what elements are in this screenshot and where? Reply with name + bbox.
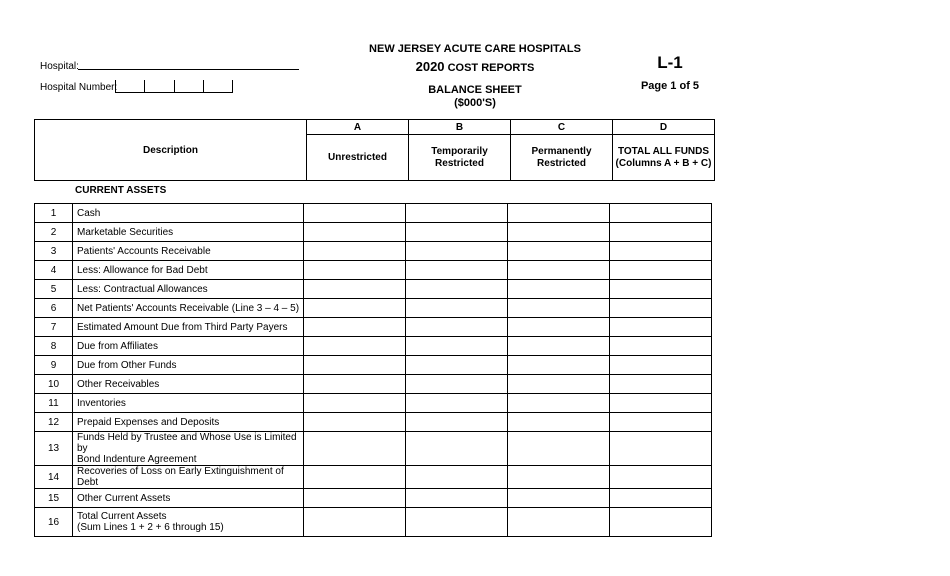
line-description-text: Cash [77, 207, 101, 219]
cell-column-b[interactable] [406, 337, 508, 356]
column-b-label-line2: Restricted [435, 157, 484, 169]
line-number: 15 [35, 489, 73, 508]
line-number: 9 [35, 356, 73, 375]
line-description [73, 466, 304, 489]
line-description [73, 413, 304, 432]
cell-column-d[interactable] [610, 204, 712, 223]
line-description [73, 432, 304, 466]
line-number: 10 [35, 375, 73, 394]
line-description [73, 242, 304, 261]
line-description-text: Estimated Amount Due from Third Party Payers [77, 321, 288, 333]
cell-column-b[interactable] [406, 413, 508, 432]
cell-column-b[interactable] [406, 375, 508, 394]
column-c-label [511, 135, 613, 181]
hospital-name-label: Hospital: [40, 61, 79, 72]
report-title-text: COST REPORTS [447, 62, 535, 74]
cell-column-d[interactable] [610, 223, 712, 242]
cell-column-c[interactable] [508, 280, 610, 299]
line-number: 1 [35, 204, 73, 223]
table-row [35, 223, 712, 242]
cell-column-b[interactable] [406, 223, 508, 242]
column-d-label-line1: TOTAL ALL FUNDS [617, 145, 710, 157]
cell-column-a[interactable] [304, 508, 406, 537]
table-row [35, 489, 712, 508]
cell-column-a[interactable] [304, 375, 406, 394]
cell-column-a[interactable] [304, 489, 406, 508]
hospital-number-digit[interactable] [203, 80, 233, 92]
line-description-text: Due from Affiliates [77, 340, 158, 352]
cell-column-a[interactable] [304, 394, 406, 413]
line-description [73, 375, 304, 394]
hospital-number-digit[interactable] [144, 80, 173, 92]
cell-column-b[interactable] [406, 318, 508, 337]
line-description [73, 261, 304, 280]
line-number: 12 [35, 413, 73, 432]
hospital-number-field[interactable] [115, 80, 233, 93]
table-row [35, 375, 712, 394]
line-description-text: Less: Allowance for Bad Debt [77, 264, 208, 276]
page-number: Page 1 of 5 [640, 80, 700, 92]
form-code: L-1 [657, 53, 683, 72]
cell-column-c[interactable] [508, 204, 610, 223]
cell-column-d[interactable] [610, 356, 712, 375]
cell-column-b[interactable] [406, 242, 508, 261]
column-d-label-line2: (Columns A + B + C) [615, 157, 712, 169]
cell-column-a[interactable] [304, 242, 406, 261]
line-description [73, 356, 304, 375]
table-row [35, 413, 712, 432]
org-title: NEW JERSEY ACUTE CARE HOSPITALS [369, 43, 581, 55]
cell-column-d[interactable] [610, 242, 712, 261]
table-row [35, 508, 712, 537]
cell-column-c[interactable] [508, 432, 610, 466]
line-number: 8 [35, 337, 73, 356]
line-description [73, 394, 304, 413]
line-description-text-2: Bond Indenture Agreement [77, 454, 197, 465]
cell-column-b[interactable] [406, 204, 508, 223]
table-row [35, 337, 712, 356]
cell-column-a[interactable] [304, 356, 406, 375]
column-a-letter: A [307, 120, 409, 135]
table-row [35, 394, 712, 413]
sheet-units: ($000'S) [454, 97, 496, 109]
cell-column-a[interactable] [304, 466, 406, 489]
cell-column-d[interactable] [610, 280, 712, 299]
line-number: 4 [35, 261, 73, 280]
table-row [35, 318, 712, 337]
column-b-label [409, 135, 511, 181]
line-description [73, 337, 304, 356]
line-number: 13 [35, 432, 73, 466]
line-description [73, 223, 304, 242]
column-d-letter: D [613, 120, 715, 135]
cell-column-c[interactable] [508, 466, 610, 489]
cell-column-b[interactable] [406, 280, 508, 299]
cell-column-b[interactable] [406, 432, 508, 466]
cell-column-d[interactable] [610, 337, 712, 356]
line-description-text: Patients' Accounts Receivable [77, 245, 211, 257]
cell-column-b[interactable] [406, 466, 508, 489]
line-description-text: Marketable Securities [77, 226, 174, 238]
cell-column-c[interactable] [508, 223, 610, 242]
column-c-label-line2: Restricted [537, 157, 586, 169]
cell-column-d[interactable] [610, 375, 712, 394]
cell-column-d[interactable] [610, 413, 712, 432]
cell-column-b[interactable] [406, 394, 508, 413]
table-row [35, 204, 712, 223]
cell-column-b[interactable] [406, 356, 508, 375]
cell-column-b[interactable] [406, 489, 508, 508]
cell-column-c[interactable] [508, 489, 610, 508]
hospital-number-label: Hospital Number: [40, 82, 118, 93]
line-description-text: Other Current Assets [77, 492, 171, 504]
line-description-text: Total Current Assets [77, 511, 167, 522]
column-header-table [34, 119, 715, 181]
line-number: 3 [35, 242, 73, 261]
column-c-letter: C [511, 120, 613, 135]
line-description [73, 318, 304, 337]
cell-column-a[interactable] [304, 432, 406, 466]
cell-column-a[interactable] [304, 204, 406, 223]
table-row [35, 242, 712, 261]
line-description-text: Prepaid Expenses and Deposits [77, 416, 220, 428]
cell-column-c[interactable] [508, 413, 610, 432]
cell-column-a[interactable] [304, 223, 406, 242]
hospital-number-digit[interactable] [174, 80, 203, 92]
cell-column-a[interactable] [304, 318, 406, 337]
sheet-title-block [400, 84, 550, 110]
cell-column-b[interactable] [406, 508, 508, 537]
report-year: 2020 [415, 59, 445, 74]
cell-column-d[interactable] [610, 489, 712, 508]
cell-column-c[interactable] [508, 508, 610, 537]
line-number: 5 [35, 280, 73, 299]
balance-sheet-table [34, 203, 712, 537]
cell-column-d[interactable] [610, 466, 712, 489]
line-description [73, 489, 304, 508]
cell-column-d[interactable] [610, 318, 712, 337]
cell-column-a[interactable] [304, 337, 406, 356]
line-number: 11 [35, 394, 73, 413]
cell-column-a[interactable] [304, 261, 406, 280]
cell-column-a[interactable] [304, 280, 406, 299]
column-b-label-line1: Temporarily [431, 145, 488, 157]
cell-column-c[interactable] [508, 337, 610, 356]
line-number: 16 [35, 508, 73, 537]
cell-column-c[interactable] [508, 356, 610, 375]
line-description-text-2: (Sum Lines 1 + 2 + 6 through 15) [77, 522, 224, 533]
cell-column-c[interactable] [508, 242, 610, 261]
line-number: 2 [35, 223, 73, 242]
line-number: 6 [35, 299, 73, 318]
column-c-label-line1: Permanently [531, 145, 592, 157]
cell-column-c[interactable] [508, 318, 610, 337]
column-b-letter: B [409, 120, 511, 135]
line-description [73, 508, 304, 537]
line-description-text: Other Receivables [77, 378, 160, 390]
report-title [330, 59, 620, 74]
line-description [73, 280, 304, 299]
table-row [35, 261, 712, 280]
cell-column-d[interactable] [610, 508, 712, 537]
table-row [35, 466, 712, 489]
cell-column-c[interactable] [508, 394, 610, 413]
cell-column-c[interactable] [508, 375, 610, 394]
cell-column-c[interactable] [508, 261, 610, 280]
description-header: Description [35, 120, 307, 181]
cell-column-a[interactable] [304, 413, 406, 432]
sheet-title: BALANCE SHEET [428, 84, 522, 96]
line-description-text: Less: Contractual Allowances [77, 283, 208, 295]
cell-column-a[interactable] [304, 299, 406, 318]
line-description-text: Net Patients' Accounts Receivable (Line 3 – 4 – 5) [77, 302, 300, 314]
cell-column-c[interactable] [508, 299, 610, 318]
line-description-text: Due from Other Funds [77, 359, 177, 371]
line-description-text: Recoveries of Loss on Early Extinguishment of Debt [77, 466, 284, 488]
cell-column-d[interactable] [610, 432, 712, 466]
cell-column-d[interactable] [610, 394, 712, 413]
table-row [35, 299, 712, 318]
table-row [35, 356, 712, 375]
column-a-label: Unrestricted [307, 135, 409, 181]
line-description [73, 204, 304, 223]
cell-column-d[interactable] [610, 261, 712, 280]
line-description-text: Inventories [77, 397, 126, 409]
line-number: 7 [35, 318, 73, 337]
line-description-text: Funds Held by Trustee and Whose Use is Limited by [77, 432, 297, 454]
table-row [35, 432, 712, 466]
line-number: 14 [35, 466, 73, 489]
section-title: CURRENT ASSETS [75, 185, 167, 196]
cell-column-d[interactable] [610, 299, 712, 318]
column-d-label [613, 135, 715, 181]
hospital-number-digit[interactable] [115, 80, 144, 92]
cell-column-b[interactable] [406, 299, 508, 318]
cell-column-b[interactable] [406, 261, 508, 280]
line-description [73, 299, 304, 318]
hospital-name-field[interactable] [78, 69, 299, 70]
table-row [35, 280, 712, 299]
